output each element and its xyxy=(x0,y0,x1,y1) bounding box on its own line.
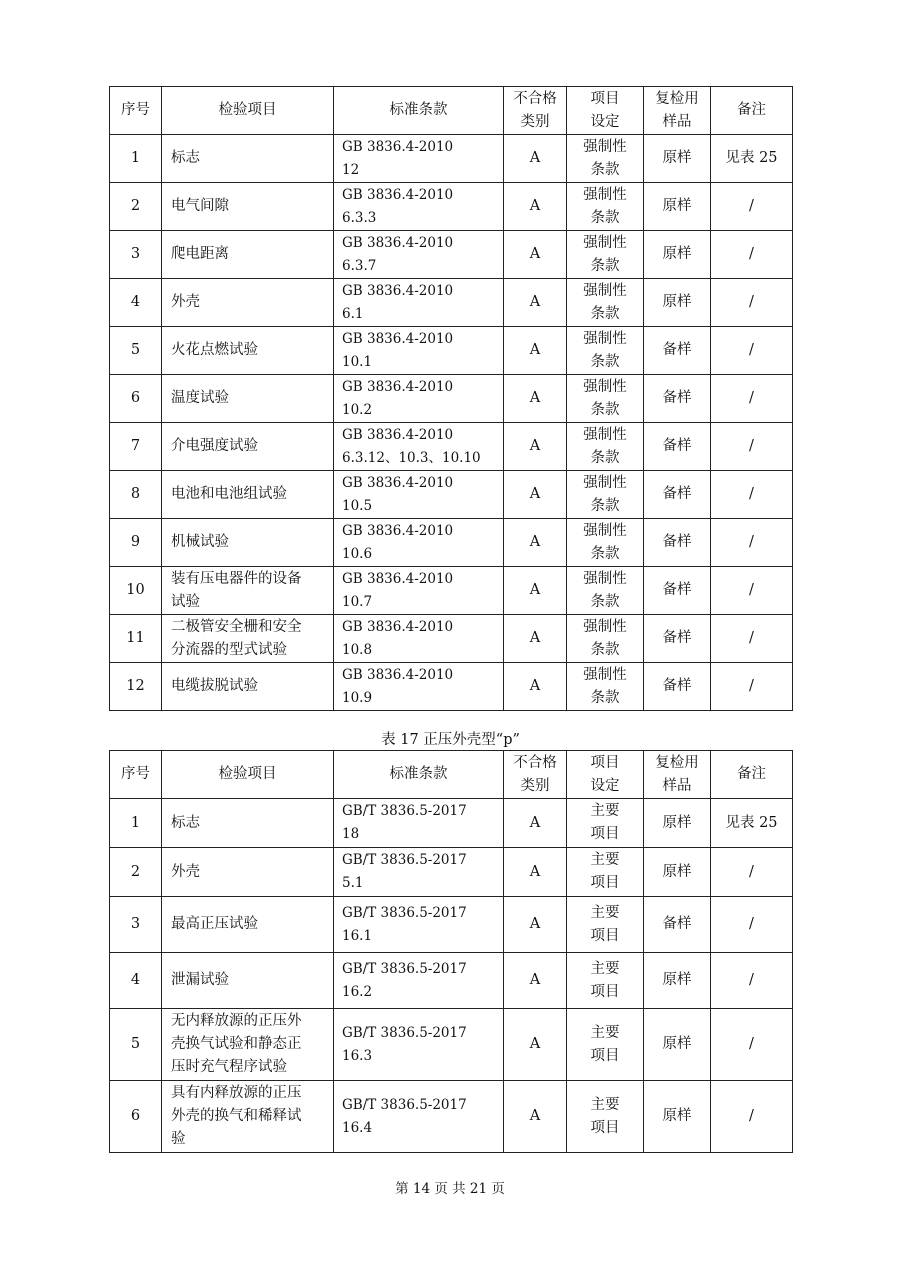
cell-std-line: 10.7 xyxy=(342,593,373,610)
table-row xyxy=(110,1081,793,1153)
cell-setting-line: 条款 xyxy=(590,209,620,226)
cell-no: 12 xyxy=(110,663,162,711)
cell-setting-line: 主要 xyxy=(590,1096,620,1113)
cell-setting-line: 条款 xyxy=(590,401,620,418)
cell-item-line: 压时充气程序试验 xyxy=(171,1059,287,1075)
cell-std-line: GB 3836.4-2010 xyxy=(342,474,454,491)
cell-std-line: 16.1 xyxy=(342,927,373,944)
cell-note: / xyxy=(711,1009,793,1081)
inspection-table-1 xyxy=(109,86,793,711)
cell-item xyxy=(162,1009,334,1081)
cell-item-line: 电气间隙 xyxy=(171,198,229,214)
header-setting-line: 项目 xyxy=(590,90,620,107)
cell-setting-line: 强制性 xyxy=(583,666,627,683)
cell-no: 3 xyxy=(110,897,162,953)
cell-item xyxy=(162,953,334,1009)
cell-std-line: 6.1 xyxy=(342,305,364,322)
cell-std-line: 6.3.7 xyxy=(342,257,377,274)
table-row xyxy=(110,135,793,183)
cell-category: A xyxy=(504,471,567,519)
cell-setting xyxy=(567,183,644,231)
table-row xyxy=(110,375,793,423)
header-sample-line: 样品 xyxy=(662,113,692,130)
cell-note: / xyxy=(711,375,793,423)
cell-item xyxy=(162,279,334,327)
cell-category: A xyxy=(504,519,567,567)
header-sample-line: 复检用 xyxy=(655,90,699,107)
cell-item xyxy=(162,231,334,279)
cell-no: 6 xyxy=(110,1081,162,1153)
cell-item xyxy=(162,615,334,663)
cell-no: 2 xyxy=(110,183,162,231)
cell-setting-line: 强制性 xyxy=(583,618,627,635)
cell-item xyxy=(162,1081,334,1153)
cell-note: / xyxy=(711,231,793,279)
header-std: 标准条款 xyxy=(334,751,504,799)
cell-std-line: 6.3.3 xyxy=(342,209,377,226)
cell-setting xyxy=(567,953,644,1009)
cell-item xyxy=(162,135,334,183)
cell-item-line: 壳换气试验和静态正 xyxy=(171,1036,302,1052)
cell-setting-line: 强制性 xyxy=(583,426,627,443)
cell-std-line: GB 3836.4-2010 xyxy=(342,522,454,539)
cell-setting xyxy=(567,423,644,471)
cell-std-line: 6.3.12、10.3、10.10 xyxy=(342,449,481,466)
cell-setting xyxy=(567,663,644,711)
cell-std-line: 10.5 xyxy=(342,497,373,514)
cell-setting xyxy=(567,1081,644,1153)
header-note: 备注 xyxy=(711,751,793,799)
cell-std-line: 16.4 xyxy=(342,1119,373,1136)
cell-category: A xyxy=(504,567,567,615)
cell-sample: 原样 xyxy=(644,183,711,231)
table-2-caption: 表 17 正压外壳型“p” xyxy=(381,732,520,748)
cell-item-line: 二极管安全栅和安全 xyxy=(171,618,302,635)
cell-setting-line: 条款 xyxy=(590,305,620,322)
cell-setting-line: 项目 xyxy=(590,983,620,1000)
cell-std xyxy=(334,615,504,663)
header-row xyxy=(110,87,793,135)
cell-item-line: 电池和电池组试验 xyxy=(171,486,287,502)
cell-setting-line: 条款 xyxy=(590,161,620,178)
cell-std-line: GB/T 3836.5-2017 xyxy=(342,852,467,868)
cell-sample: 备样 xyxy=(644,375,711,423)
table-2-body xyxy=(110,799,793,1153)
cell-sample: 原样 xyxy=(644,953,711,1009)
cell-category: A xyxy=(504,897,567,953)
cell-setting-line: 强制性 xyxy=(583,378,627,395)
cell-item-line: 外壳 xyxy=(171,294,200,310)
header-setting xyxy=(567,87,644,135)
cell-category: A xyxy=(504,848,567,897)
cell-item xyxy=(162,897,334,953)
table-row xyxy=(110,567,793,615)
cell-setting-line: 条款 xyxy=(590,689,620,706)
cell-setting-line: 项目 xyxy=(590,826,620,842)
cell-std-line: 10.9 xyxy=(342,689,373,706)
header-no: 序号 xyxy=(110,751,162,799)
header-std: 标准条款 xyxy=(334,87,504,135)
cell-category: A xyxy=(504,423,567,471)
cell-std xyxy=(334,375,504,423)
cell-std xyxy=(334,953,504,1009)
cell-std xyxy=(334,423,504,471)
cell-std xyxy=(334,663,504,711)
cell-setting-line: 强制性 xyxy=(583,186,627,203)
cell-item-line: 介电强度试验 xyxy=(171,438,258,454)
header-setting-line: 设定 xyxy=(590,777,620,794)
cell-setting-line: 项目 xyxy=(590,1047,620,1064)
cell-sample: 备样 xyxy=(644,423,711,471)
cell-std-line: GB 3836.4-2010 xyxy=(342,666,454,683)
cell-std xyxy=(334,471,504,519)
table-row xyxy=(110,423,793,471)
cell-setting xyxy=(567,519,644,567)
cell-item-line: 爬电距离 xyxy=(171,246,229,262)
cell-setting xyxy=(567,567,644,615)
cell-no: 8 xyxy=(110,471,162,519)
header-row xyxy=(110,751,793,799)
cell-setting-line: 项目 xyxy=(590,875,620,891)
cell-setting-line: 条款 xyxy=(590,641,620,658)
cell-note: / xyxy=(711,279,793,327)
cell-std-line: GB 3836.4-2010 xyxy=(342,186,454,203)
cell-sample: 原样 xyxy=(644,799,711,848)
cell-sample: 备样 xyxy=(644,897,711,953)
cell-no: 9 xyxy=(110,519,162,567)
cell-sample: 原样 xyxy=(644,1009,711,1081)
cell-note: 见表 25 xyxy=(711,799,793,848)
cell-category: A xyxy=(504,953,567,1009)
cell-setting-line: 条款 xyxy=(590,497,620,514)
cell-std xyxy=(334,1009,504,1081)
cell-category: A xyxy=(504,183,567,231)
cell-item-line: 泄漏试验 xyxy=(171,972,229,988)
cell-no: 1 xyxy=(110,135,162,183)
cell-setting-line: 条款 xyxy=(590,593,620,610)
cell-setting-line: 条款 xyxy=(590,449,620,466)
cell-note: / xyxy=(711,953,793,1009)
cell-item-line: 温度试验 xyxy=(171,390,229,406)
cell-item xyxy=(162,799,334,848)
cell-sample: 备样 xyxy=(644,615,711,663)
cell-item-line: 验 xyxy=(171,1131,186,1147)
cell-std xyxy=(334,848,504,897)
cell-std-line: 10.1 xyxy=(342,353,373,370)
cell-setting-line: 项目 xyxy=(590,1119,620,1136)
cell-setting xyxy=(567,848,644,897)
table-row xyxy=(110,615,793,663)
header-sample-line: 样品 xyxy=(662,777,692,794)
cell-std xyxy=(334,799,504,848)
cell-std-line: 16.3 xyxy=(342,1047,373,1064)
cell-item-line: 电缆拔脱试验 xyxy=(171,678,258,694)
cell-sample: 原样 xyxy=(644,279,711,327)
cell-std xyxy=(334,135,504,183)
cell-category: A xyxy=(504,327,567,375)
table-row xyxy=(110,1009,793,1081)
cell-setting xyxy=(567,897,644,953)
cell-item xyxy=(162,423,334,471)
cell-no: 10 xyxy=(110,567,162,615)
cell-no: 7 xyxy=(110,423,162,471)
table-row xyxy=(110,519,793,567)
cell-item-line: 机械试验 xyxy=(171,534,229,550)
cell-category: A xyxy=(504,1081,567,1153)
cell-std-line: GB/T 3836.5-2017 xyxy=(342,1096,467,1113)
cell-setting xyxy=(567,615,644,663)
header-setting xyxy=(567,751,644,799)
table-row xyxy=(110,663,793,711)
cell-item xyxy=(162,183,334,231)
cell-category: A xyxy=(504,231,567,279)
header-no: 序号 xyxy=(110,87,162,135)
cell-no: 1 xyxy=(110,799,162,848)
table-row xyxy=(110,327,793,375)
header-category-line: 类别 xyxy=(520,777,550,794)
cell-std-line: GB 3836.4-2010 xyxy=(342,426,454,443)
cell-note: / xyxy=(711,897,793,953)
cell-item xyxy=(162,848,334,897)
table-row xyxy=(110,231,793,279)
cell-item-line: 火花点燃试验 xyxy=(171,342,258,358)
cell-note: / xyxy=(711,327,793,375)
header-sample xyxy=(644,87,711,135)
header-sample xyxy=(644,751,711,799)
cell-setting-line: 条款 xyxy=(590,257,620,274)
cell-setting-line: 强制性 xyxy=(583,234,627,251)
cell-sample: 备样 xyxy=(644,567,711,615)
cell-setting-line: 项目 xyxy=(590,927,620,944)
cell-std-line: GB 3836.4-2010 xyxy=(342,378,454,395)
header-category xyxy=(504,751,567,799)
cell-item-line: 外壳的换气和稀释试 xyxy=(171,1108,302,1124)
cell-std-line: GB 3836.4-2010 xyxy=(342,138,454,155)
cell-setting xyxy=(567,327,644,375)
cell-std-line: GB/T 3836.5-2017 xyxy=(342,1024,467,1041)
cell-setting xyxy=(567,375,644,423)
cell-setting xyxy=(567,1009,644,1081)
cell-note: 见表 25 xyxy=(711,135,793,183)
cell-item-line: 分流器的型式试验 xyxy=(171,641,287,658)
cell-category: A xyxy=(504,615,567,663)
cell-no: 11 xyxy=(110,615,162,663)
table-row xyxy=(110,953,793,1009)
inspection-table-2 xyxy=(109,750,793,1153)
table-row xyxy=(110,848,793,897)
header-item: 检验项目 xyxy=(162,751,334,799)
cell-no: 6 xyxy=(110,375,162,423)
cell-setting-line: 主要 xyxy=(590,852,620,868)
cell-setting xyxy=(567,231,644,279)
table-row xyxy=(110,471,793,519)
cell-item-line: 装有压电器件的设备 xyxy=(171,570,302,587)
cell-sample: 备样 xyxy=(644,519,711,567)
cell-no: 3 xyxy=(110,231,162,279)
header-setting-line: 项目 xyxy=(590,754,620,771)
cell-std-line: GB/T 3836.5-2017 xyxy=(342,960,467,977)
cell-std-line: GB 3836.4-2010 xyxy=(342,618,454,635)
cell-no: 4 xyxy=(110,953,162,1009)
cell-setting-line: 强制性 xyxy=(583,330,627,347)
cell-item xyxy=(162,567,334,615)
cell-sample: 原样 xyxy=(644,848,711,897)
header-category-line: 不合格 xyxy=(513,754,557,771)
header-sample-line: 复检用 xyxy=(655,754,699,771)
cell-setting-line: 主要 xyxy=(590,960,620,977)
cell-item-line: 外壳 xyxy=(171,863,200,880)
cell-note: / xyxy=(711,423,793,471)
cell-item-line: 最高正压试验 xyxy=(171,916,258,932)
cell-category: A xyxy=(504,1009,567,1081)
cell-sample: 备样 xyxy=(644,471,711,519)
cell-note: / xyxy=(711,1081,793,1153)
cell-std-line: 16.2 xyxy=(342,983,373,1000)
cell-std xyxy=(334,231,504,279)
cell-std-line: GB 3836.4-2010 xyxy=(342,234,454,251)
cell-std xyxy=(334,1081,504,1153)
cell-category: A xyxy=(504,135,567,183)
cell-setting-line: 条款 xyxy=(590,545,620,562)
cell-std xyxy=(334,519,504,567)
cell-std-line: GB 3836.4-2010 xyxy=(342,570,454,587)
cell-note: / xyxy=(711,567,793,615)
cell-std-line: GB/T 3836.5-2017 xyxy=(342,904,467,921)
cell-category: A xyxy=(504,279,567,327)
cell-std-line: GB 3836.4-2010 xyxy=(342,330,454,347)
cell-std xyxy=(334,279,504,327)
header-note: 备注 xyxy=(711,87,793,135)
table-row xyxy=(110,897,793,953)
cell-sample: 原样 xyxy=(644,135,711,183)
cell-note: / xyxy=(711,663,793,711)
cell-item xyxy=(162,375,334,423)
page-footer: 第 14 页 共 21 页 xyxy=(395,1181,505,1197)
cell-note: / xyxy=(711,615,793,663)
cell-setting xyxy=(567,471,644,519)
cell-std xyxy=(334,183,504,231)
cell-std xyxy=(334,897,504,953)
cell-no: 4 xyxy=(110,279,162,327)
cell-no: 2 xyxy=(110,848,162,897)
cell-setting xyxy=(567,799,644,848)
cell-setting-line: 主要 xyxy=(590,803,620,819)
cell-setting xyxy=(567,135,644,183)
cell-item-line: 标志 xyxy=(171,814,200,831)
table-1-body xyxy=(110,135,793,711)
cell-item xyxy=(162,471,334,519)
table-row xyxy=(110,279,793,327)
cell-category: A xyxy=(504,375,567,423)
cell-setting xyxy=(567,279,644,327)
cell-category: A xyxy=(504,799,567,848)
cell-note: / xyxy=(711,183,793,231)
cell-setting-line: 强制性 xyxy=(583,474,627,491)
cell-setting-line: 强制性 xyxy=(583,138,627,155)
cell-sample: 原样 xyxy=(644,1081,711,1153)
cell-note: / xyxy=(711,848,793,897)
cell-setting-line: 主要 xyxy=(590,1024,620,1041)
cell-item-line: 具有内释放源的正压 xyxy=(171,1085,302,1101)
cell-item xyxy=(162,327,334,375)
cell-setting-line: 强制性 xyxy=(583,282,627,299)
cell-item xyxy=(162,519,334,567)
cell-setting-line: 强制性 xyxy=(583,522,627,539)
table-row xyxy=(110,799,793,848)
cell-note: / xyxy=(711,471,793,519)
cell-no: 5 xyxy=(110,327,162,375)
cell-item-line: 无内释放源的正压外 xyxy=(171,1013,302,1029)
cell-std-line: 10.2 xyxy=(342,401,373,418)
header-category xyxy=(504,87,567,135)
cell-setting-line: 主要 xyxy=(590,904,620,921)
header-setting-line: 设定 xyxy=(590,113,620,130)
header-category-line: 不合格 xyxy=(513,90,557,107)
cell-std-line: 10.6 xyxy=(342,545,373,562)
cell-std-line: 12 xyxy=(342,161,360,178)
cell-std-line: GB/T 3836.5-2017 xyxy=(342,803,467,819)
header-category-line: 类别 xyxy=(520,113,550,130)
cell-std-line: 18 xyxy=(342,826,360,842)
cell-std xyxy=(334,327,504,375)
cell-category: A xyxy=(504,663,567,711)
cell-item xyxy=(162,663,334,711)
cell-sample: 原样 xyxy=(644,231,711,279)
cell-note: / xyxy=(711,519,793,567)
cell-setting-line: 条款 xyxy=(590,353,620,370)
cell-sample: 备样 xyxy=(644,663,711,711)
cell-item-line: 试验 xyxy=(171,593,200,610)
cell-sample: 备样 xyxy=(644,327,711,375)
cell-std-line: 5.1 xyxy=(342,875,364,891)
header-item: 检验项目 xyxy=(162,87,334,135)
cell-no: 5 xyxy=(110,1009,162,1081)
cell-std-line: GB 3836.4-2010 xyxy=(342,282,454,299)
cell-std-line: 10.8 xyxy=(342,641,373,658)
table-row xyxy=(110,183,793,231)
cell-setting-line: 强制性 xyxy=(583,570,627,587)
cell-item-line: 标志 xyxy=(171,150,200,166)
cell-std xyxy=(334,567,504,615)
